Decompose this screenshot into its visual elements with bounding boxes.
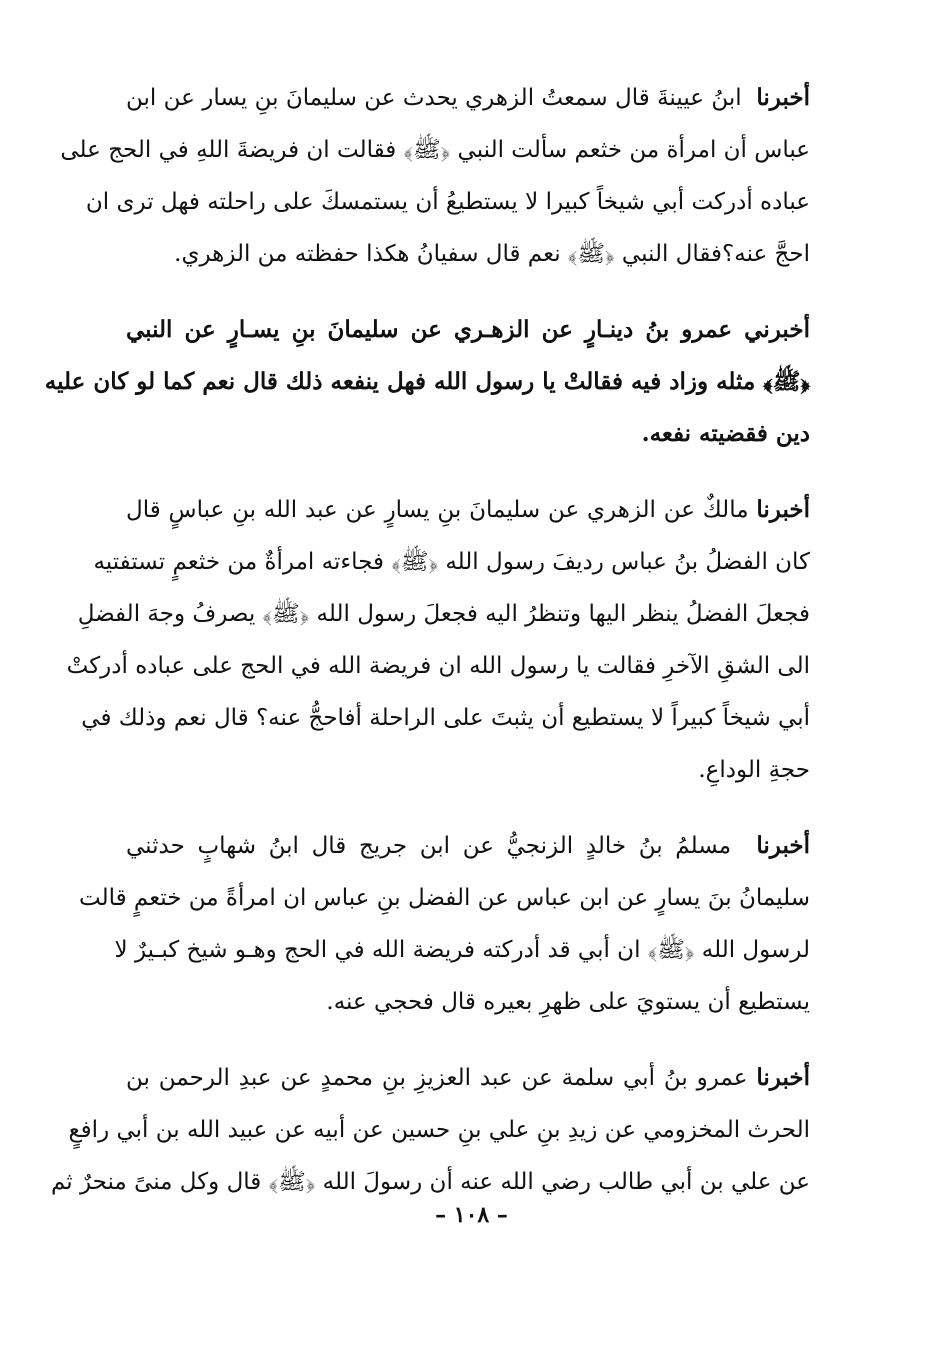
narration-lead: أخبرني [744, 316, 810, 343]
text-line: حجةِ الوداعِ. [698, 757, 810, 783]
text-line: ﴿ﷺ﴾ مثله وزاد فيه فقالتْ يا رسول الله فهل ينفعه ذلك قال نعم كما لو كان عليه [44, 368, 810, 395]
line-text: ابنُ عيينةَ قال سمعتُ الزهري يحدث عن سليمانَ بنِ يسار عن ابن [126, 85, 742, 111]
hadith-paragraph-1 [60, 72, 811, 280]
narration-lead: أخبرنا [756, 832, 810, 859]
narration-lead: أخبرنا [756, 1064, 810, 1091]
text-line [126, 72, 810, 124]
text-line: أبي شيخاً كبيراً لا يستطيع أن يثبتَ على الراحلة أفاحجُّ عنه؟ قال نعم وذلك في [81, 705, 810, 731]
text-line [126, 304, 810, 356]
text-line: عباده أدركت أبي شيخاً كبيرا لا يستطيعُ أن يستمسكَ على راحلته فهل ترى ان [85, 189, 810, 215]
text-line: عن علي بن أبي طالب رضي الله عنه أن رسولَ الله ﴿ﷺ﴾ قال وكل منىً منحرٌ ثم [50, 1169, 810, 1195]
hadith-paragraph-2 [44, 304, 810, 460]
text-line: فجعلَ الفضلُ ينظر اليها وتنظرُ اليه فجعلَ رسول الله ﴿ﷺ﴾ يصرفُ وجهَ الفضلِ [77, 601, 810, 627]
text-line [126, 820, 810, 872]
line-text: عمرو بنُ دينـارٍ عن الزهـري عن سليمانَ بنِ يسـارٍ عن النبي [126, 316, 733, 343]
text-line: كان الفضلُ بنُ عباس رديفَ رسول الله ﴿ﷺ﴾ فجاءته امرأةٌ من خثعمٍ تستفتيه [93, 549, 810, 575]
text-line [126, 1052, 810, 1104]
hadith-paragraph-3 [66, 484, 811, 796]
text-line: لرسول الله ﴿ﷺ﴾ ان أبي قد أدركته فريضة الله في الحج وهـو شيخ كبـيرٌ لا [114, 937, 810, 963]
line-text: عمرو بنُ أبي سلمة عن عبد العزيزِ بنِ محمدٍ عن عبدِ الرحمن بن [126, 1065, 748, 1091]
page-number: – ١٠٨ – [435, 1202, 508, 1228]
page-body [44, 72, 811, 1232]
line-text: مالكٌ عن الزهري عن سليمانَ بنِ يسارٍ عن عبد الله بنِ عباسٍ قال [126, 497, 749, 523]
text-line [126, 484, 810, 536]
text-line: سليمانُ بنَ يسارٍ عن ابن عباس عن الفضل بنِ عباس ان امرأةً من ختعمٍ قالت [79, 885, 810, 911]
hadith-paragraph-5 [50, 1052, 810, 1208]
text-line: يستطيع أن يستويَ على ظهرِ بعيره قال فحجي عنه. [326, 989, 810, 1015]
narration-lead: أخبرنا [756, 84, 811, 111]
line-text: مسلمُ بنُ خالدٍ الزنجيُّ عن ابن جريج قال ابنُ شهابٍ حدثني [126, 833, 732, 859]
text-line: دين فقضيته نفعه. [641, 420, 810, 447]
text-line: عباس أن امرأة من خثعم سألت النبي ﴿ﷺ﴾ فقالت ان فريضةَ اللهِ في الحج على [60, 137, 810, 163]
text-line: الى الشقِ الآخرِ فقالت يا رسول الله ان فريضة الله في الحج على عباده أدركتْ [66, 653, 810, 679]
hadith-paragraph-4 [79, 820, 810, 1028]
text-line: احجَّ عنه؟فقال النبي ﴿ﷺ﴾ نعم قال سفيانُ هكذا حفظته من الزهري. [174, 241, 810, 267]
narration-lead: أخبرنا [756, 496, 811, 523]
text-line: الحرث المخزومي عن زيدِ بنِ علي بنِ حسين عن أبيه عن عبيد الله بن أبي رافعٍ [68, 1117, 810, 1143]
